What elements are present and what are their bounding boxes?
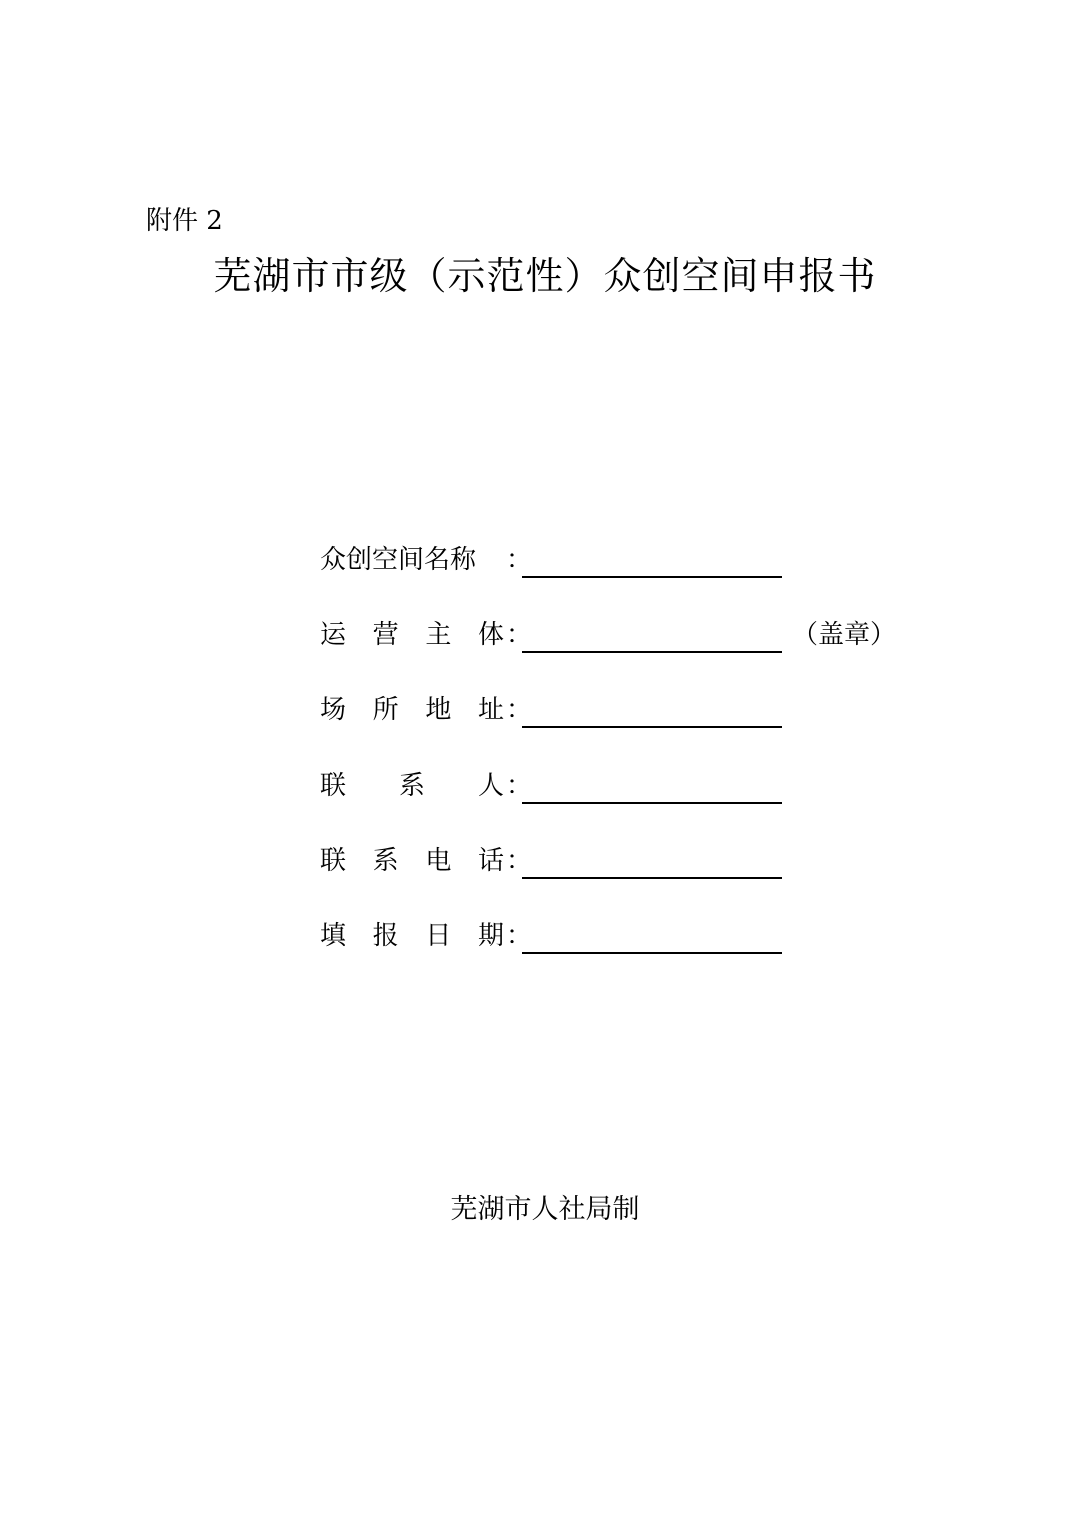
seal-note: （盖章）	[792, 620, 897, 650]
label-char: 营	[372, 620, 399, 650]
input-line-space-name[interactable]	[522, 576, 782, 578]
label-char: 日	[425, 921, 452, 951]
form-field-date	[320, 914, 960, 958]
label-char: 电	[425, 846, 452, 876]
field-colon: ：	[506, 921, 533, 951]
attachment-label: 附件 2	[146, 206, 223, 236]
field-label-space-name: 众创空间名称	[320, 545, 477, 575]
input-line-date[interactable]	[522, 952, 782, 954]
label-char: 期	[477, 921, 504, 951]
label-char: 地	[425, 695, 452, 725]
input-line-contact[interactable]	[522, 802, 782, 804]
label-char: 址	[477, 695, 504, 725]
form-field-contact	[320, 764, 960, 808]
form-field-space-name	[320, 538, 960, 582]
form-field-phone	[320, 839, 960, 883]
field-colon: ：	[506, 771, 533, 801]
label-char: 场	[320, 695, 347, 725]
label-char: 联	[320, 771, 347, 801]
field-label-date	[320, 914, 504, 958]
field-label-address	[320, 688, 504, 732]
form-field-operator	[320, 613, 960, 657]
label-char: 人	[477, 771, 504, 801]
input-line-phone[interactable]	[522, 877, 782, 879]
label-char: 填	[320, 921, 347, 951]
field-colon: ：	[506, 695, 533, 725]
field-label-phone	[320, 839, 504, 883]
field-label-contact	[320, 764, 504, 808]
document-title: 芜湖市市级（示范性）众创空间申报书	[213, 254, 877, 298]
label-char: 主	[425, 620, 452, 650]
label-char: 话	[477, 846, 504, 876]
label-char: 所	[372, 695, 399, 725]
label-char: 运	[320, 620, 347, 650]
field-colon: ：	[506, 846, 533, 876]
label-char: 系	[372, 846, 399, 876]
field-label-operator	[320, 613, 504, 657]
field-colon: ：	[506, 545, 533, 575]
label-char: 联	[320, 846, 347, 876]
field-colon: ：	[506, 620, 533, 650]
input-line-address[interactable]	[522, 726, 782, 728]
label-char: 体	[477, 620, 504, 650]
issuer-footer: 芜湖市人社局制	[450, 1194, 640, 1225]
form-field-address	[320, 688, 960, 732]
label-char: 系	[398, 771, 425, 801]
input-line-operator[interactable]	[522, 651, 782, 653]
label-char: 报	[372, 921, 399, 951]
